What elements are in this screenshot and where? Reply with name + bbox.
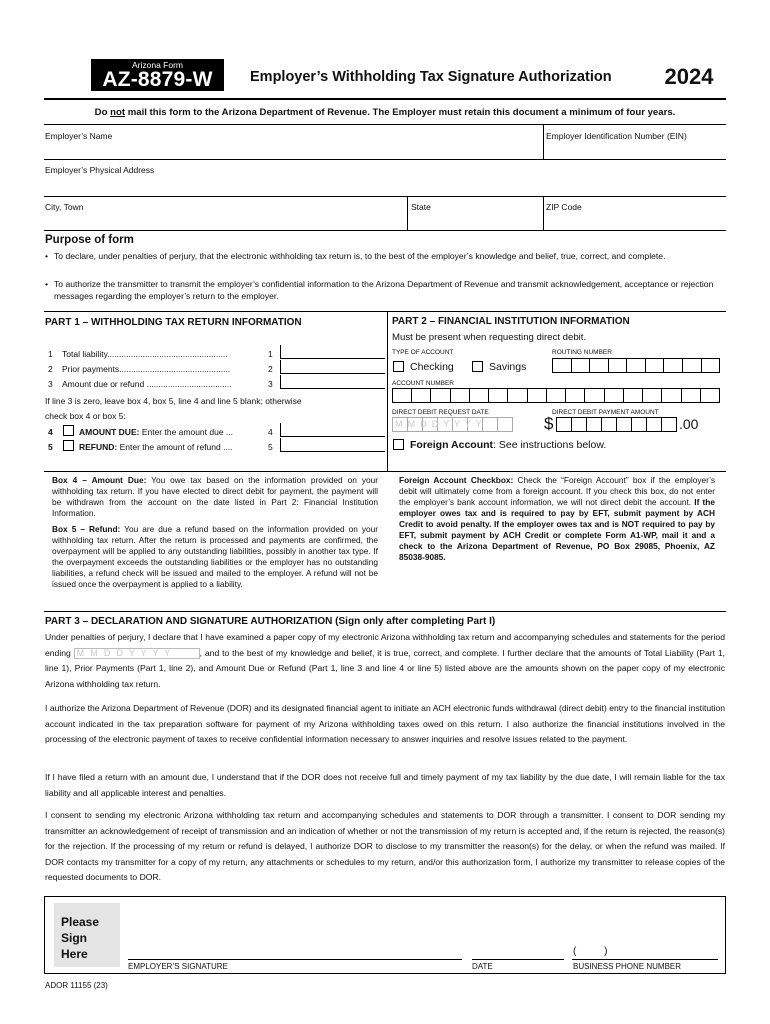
routing-number-label: ROUTING NUMBER xyxy=(552,349,612,356)
line4-amount-due-field[interactable] xyxy=(280,423,385,437)
debit-date-placeholder: M M D D Y Y Y Y xyxy=(395,419,483,429)
ein-field[interactable] xyxy=(546,143,724,157)
checking-label: Checking xyxy=(410,361,454,373)
employer-signature-field[interactable] xyxy=(128,942,462,958)
line5-number: 5 xyxy=(48,442,53,452)
please-label: Please xyxy=(61,915,100,929)
dollar-sign: $ xyxy=(544,414,554,433)
employer-signature-label: EMPLOYER’S SIGNATURE xyxy=(128,962,228,971)
amount-due-checkbox[interactable] xyxy=(63,425,74,436)
signature-date-label: DATE xyxy=(472,962,493,971)
line4-number: 4 xyxy=(48,427,53,437)
savings-checkbox[interactable] xyxy=(472,361,483,372)
line1-label: Total liability................................................... xyxy=(62,349,228,359)
business-phone-field[interactable] xyxy=(572,942,718,958)
form-number: AZ-8879-W xyxy=(102,68,213,91)
foreign-account-instructions: Foreign Account Checkbox: Check the “Foreign Account” box if the employer’s debit will ultimately come from a foreign account. If you check this box, do not enter the employer’s bank account information, we will not direct debit the account. If the employer owes tax and is required to pay by EFT, submit payment by ACH Credit to avoid penalty. If the employer owes tax and is NOT required to pay by EFT, submit payment by ACH Credit or complete Form A1-WP, mail it and a check to the Arizona Department of Revenue, PO Box 29085, Phoenix, AZ 85038-9085. xyxy=(399,475,715,562)
checking-checkbox[interactable] xyxy=(393,361,404,372)
city-field[interactable] xyxy=(45,214,400,228)
line2-label: Prior payments............................................... xyxy=(62,364,231,374)
employer-name-field[interactable] xyxy=(45,143,535,157)
form-year: 2024 xyxy=(664,64,714,89)
ein-label: Employer Identification Number (EIN) xyxy=(546,131,687,141)
savings-label: Savings xyxy=(489,361,527,373)
part1-note-line2: check box 4 or box 5: xyxy=(45,411,126,421)
part2-subheading: Must be present when requesting direct debit. xyxy=(392,332,587,343)
line3-label: Amount due or refund .................................... xyxy=(62,379,232,389)
part1-heading: PART 1 – WITHHOLDING TAX RETURN INFORMATION xyxy=(45,317,302,328)
part2-heading: PART 2 – FINANCIAL INSTITUTION INFORMATION xyxy=(392,316,630,327)
business-phone-label: BUSINESS PHONE NUMBER xyxy=(573,962,682,971)
declaration-paragraph-3: If I have filed a return with an amount due, I understand that if the DOR does not receive full and timely payment of my tax liability by the due date, I will remain liable for the tax liability and all applicable interest and penalties. xyxy=(45,772,725,798)
period-ending-placeholder: M M D D Y Y Y Y xyxy=(76,647,173,658)
debit-payment-amount-label: DIRECT DEBIT PAYMENT AMOUNT xyxy=(552,409,659,416)
box4-instructions: Box 4 – Amount Due: You owe tax based on the information provided on your withholding tax return. If you have elected to direct debit for payment, the payment will be withdrawn from the account on the date listed in Part 2: Financial Institution Information. xyxy=(52,475,379,518)
line1-number: 1 xyxy=(48,349,53,359)
signature-date-field[interactable] xyxy=(472,942,564,958)
form-title: Employer’s Withholding Tax Signature Authorization xyxy=(250,69,612,85)
retention-notice: Do not mail this form to the Arizona Department of Revenue. The Employer must retain this document a minimum of four years. xyxy=(94,107,676,118)
line2-prior-payments-field[interactable] xyxy=(280,360,385,374)
account-number-label: ACCOUNT NUMBER xyxy=(392,380,454,387)
purpose-bullet-1: • To declare, under penalties of perjury, that the electronic withholding tax return is, to the best of the employer’s knowledge and belief, true, correct, and complete. xyxy=(45,251,666,261)
routing-number-field[interactable] xyxy=(552,358,720,373)
employer-name-label: Employer’s Name xyxy=(45,131,113,141)
declaration-paragraph-2: I authorize the Arizona Department of Revenue (DOR) and its designated financial agent to initiate an ACH electronic funds withdrawal (direct debit) entry to the financial institution account indicated in the tax preparation software for payment of my Arizona withholding taxes owed on this return. I also authorize the financial institutions involved in the processing of the electronic payment of taxes to receive confidential information necessary to answer inquiries and resolve issues related to the payment. xyxy=(45,703,725,745)
purpose-heading: Purpose of form xyxy=(45,234,134,246)
state-field[interactable] xyxy=(411,214,537,228)
city-label: City, Town xyxy=(45,202,84,212)
account-type-label: TYPE OF ACCOUNT xyxy=(392,349,454,356)
line1-total-liability-field[interactable] xyxy=(280,345,385,359)
physical-address-field[interactable] xyxy=(45,177,723,191)
cents-label: .00 xyxy=(679,416,699,432)
line5-label: REFUND: Enter the amount of refund .... xyxy=(79,442,233,452)
zip-label: ZIP Code xyxy=(546,202,582,212)
line2-box-number: 2 xyxy=(268,364,273,374)
line1-box-number: 1 xyxy=(268,349,273,359)
purpose-bullet-2: • To authorize the transmitter to transmit the employer’s confidential information to the Arizona Department of Revenue and transmit acknowledgement, acceptance or rejection messages regarding the employer’s return to the employer. xyxy=(45,279,714,301)
line2-number: 2 xyxy=(48,364,53,374)
account-number-field[interactable] xyxy=(392,388,720,403)
debit-payment-amount-field[interactable] xyxy=(556,417,677,432)
line3-box-number: 3 xyxy=(268,379,273,389)
foreign-account-checkbox[interactable] xyxy=(393,439,404,450)
physical-address-label: Employer’s Physical Address xyxy=(45,165,155,175)
foreign-account-label: Foreign Account: See instructions below. xyxy=(410,439,607,451)
debit-request-date-label: DIRECT DEBIT REQUEST DATE xyxy=(392,409,489,416)
period-ending-field[interactable] xyxy=(74,648,200,659)
line5-refund-field[interactable] xyxy=(280,438,385,452)
declaration-paragraph-1: Under penalties of perjury, I declare that I have examined a paper copy of my electronic Arizona withholding tax return and accompanying schedules and statements for the period ending M M D D Y Y Y Y , and to the best of my knowledge and belief, it is true, correct, and complete. I further declare that the amounts of Total Liability (Part 1, line 1), Prior Payments (Part 1, line 2), and Amount Due or Refund (Part 1, line 3 and line 4 or line 5) listed above are the amounts shown on the paper copy of my electronic Arizona withholding tax return. xyxy=(45,632,726,689)
part3-heading: PART 3 – DECLARATION AND SIGNATURE AUTHORIZATION (Sign only after completing Part I) xyxy=(45,616,496,627)
refund-checkbox[interactable] xyxy=(63,440,74,451)
form-prefix: Arizona Form xyxy=(131,60,183,70)
footer-form-code: ADOR 11155 (23) xyxy=(45,981,108,990)
state-label: State xyxy=(411,202,431,212)
line3-amount-due-refund-field[interactable] xyxy=(280,375,385,389)
part1-note-line1: If line 3 is zero, leave box 4, box 5, line 4 and line 5 blank; otherwise xyxy=(45,396,302,406)
line4-label: AMOUNT DUE: Enter the amount due ... xyxy=(79,427,234,437)
zip-field[interactable] xyxy=(546,214,724,228)
line3-number: 3 xyxy=(48,379,53,389)
line4-box-number: 4 xyxy=(268,427,273,437)
sign-label: Sign xyxy=(61,931,87,945)
phone-area-code-paren: ( ) xyxy=(573,946,608,957)
line5-box-number: 5 xyxy=(268,442,273,452)
here-label: Here xyxy=(61,947,88,961)
declaration-paragraph-4: I consent to sending my electronic Arizona withholding tax return and accompanying schedules and statements to DOR through a transmitter. I consent to DOR sending my transmitter an acknowledgement of receipt of transmission and an indication of whether or not the transmission of my return is accepted and, if the return is rejected, the reason(s) for the rejection. If the processing of my return or refund is delayed, I authorize DOR to disclose to my transmitter the reason(s) for the delay, or when the refund was mailed. If DOR contacts my transmitter for a copy of my return, any attachments or schedules to my return, and/or this authorization form, I authorize my transmitter to release copies of the requested documents to DOR. xyxy=(45,810,725,883)
box5-instructions: Box 5 – Refund: You are due a refund based on the information provided on your withholding tax return. After the return is processed and payments are confirmed, the overpayment will be applied to any outstanding liabilities, possibly in another tax type. If the overpayment exceeds the outstanding liabilities or the employer has no outstanding liabilities, a refund check will be issued and mailed to the employer. A refund will not be issued once the overpayment is applied to a liability. xyxy=(52,524,379,589)
